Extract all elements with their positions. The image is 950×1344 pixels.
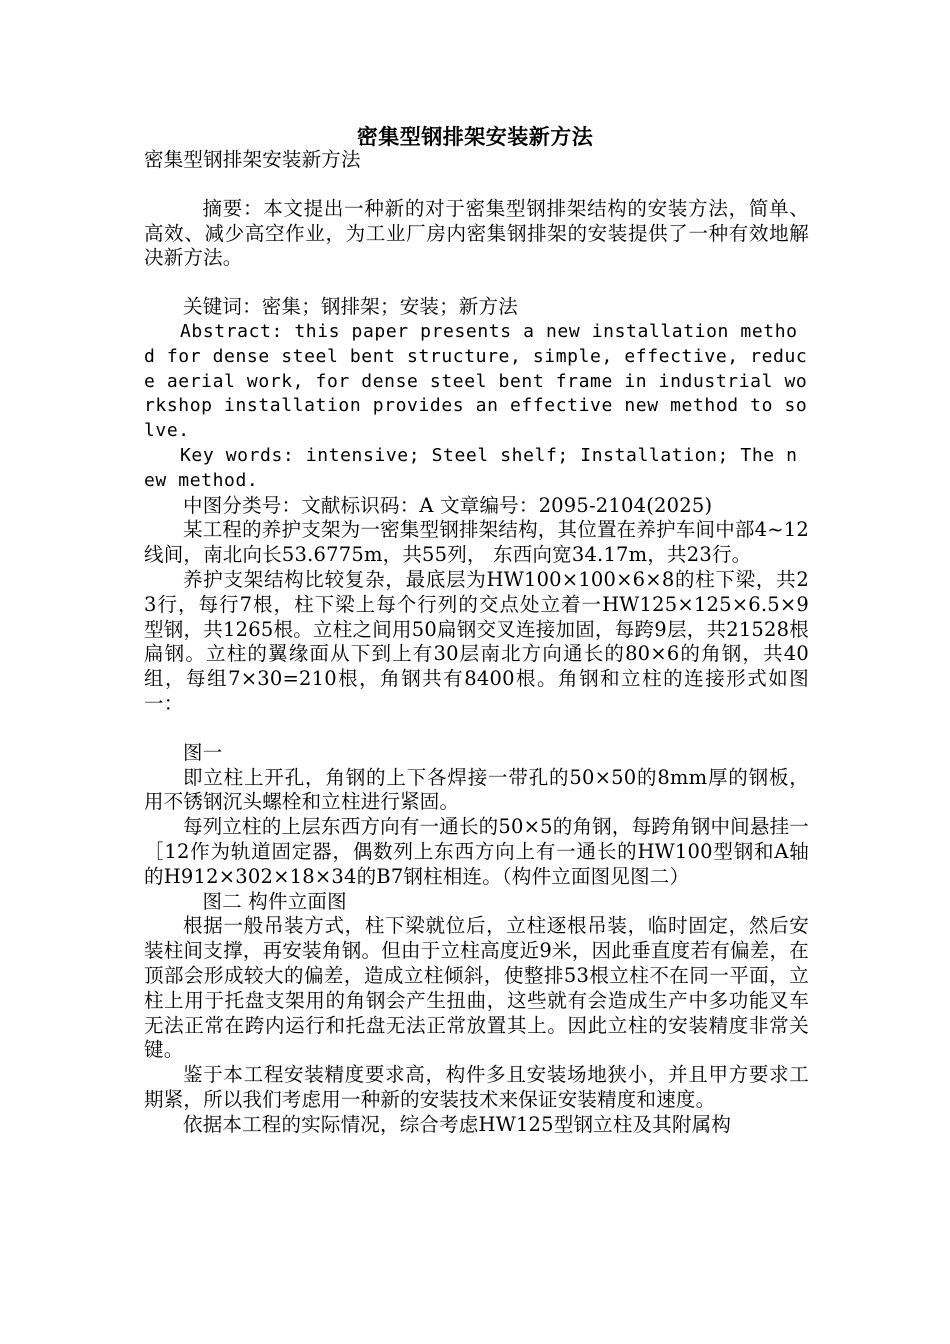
paragraph-structure-description: 养护支架结构比较复杂，最底层为HW100×100×6×8的柱下梁，共23行，每行7根，柱下梁上每个行列的交点处立着一HW125×125×6.5×9型钢，共1265根。立柱之间用50扁钢交叉连接加固，每跨9层，共21528根扁钢。立柱的翼缘面从下到上有30层南北方向通长的80×6的角钢，共40组，每组7×30=210根，角钢共有8400根。角钢和立柱的连接形式如图一： xyxy=(144,567,809,715)
abstract-en: Abstract: this paper presents a new installation method for dense steel bent structure, simple, effective, reduce aerial work, for dense steel bent frame in industrial workshop installation provides an effective new method to solve. xyxy=(144,320,808,442)
figure-1-caption: 图一 xyxy=(183,740,223,764)
paragraph-connection-detail: 即立柱上开孔，角钢的上下各焊接一带孔的50×50的8mm厚的钢板，用不锈钢沉头螺栓和立柱进行紧固。 xyxy=(144,765,809,814)
classification-line: 中图分类号：文献标识码：A 文章编号：2095-2104(2025) xyxy=(183,493,713,517)
paragraph-actual-situation: 依据本工程的实际情况，综合考虑HW125型钢立柱及其附属构 xyxy=(183,1112,732,1136)
paragraph-upper-angle-steel: 每列立柱的上层东西方向有一通长的50×5的角钢，每跨角钢中间悬挂一［12作为轨道固定器，偶数列上东西方向上有一通长的HW100型钢和A轴的H912×302×18×34的B7钢柱相连。（构件立面图见图二） xyxy=(144,815,809,888)
document-body xyxy=(144,148,809,1137)
abstract-cn: 摘要：本文提出一种新的对于密集型钢排架结构的安装方法，简单、高效、减少高空作业，为工业厂房内密集钢排架的安装提供了一种有效地解决新方法。 xyxy=(144,196,809,270)
figure-2-caption: 图二 构件立面图 xyxy=(202,889,347,913)
document-title: 密集型钢排架安装新方法 xyxy=(356,124,594,149)
document-subtitle: 密集型钢排架安装新方法 xyxy=(144,148,361,171)
keywords-cn: 关键词：密集；钢排架；安装；新方法 xyxy=(183,295,518,319)
paragraph-new-technique: 鉴于本工程安装精度要求高，构件多且安装场地狭小，并且甲方要求工期紧，所以我们考虑用一种新的安装技术来保证安装精度和速度。 xyxy=(144,1063,809,1111)
keywords-en: Key words: intensive; Steel shelf; Installation; The new method. xyxy=(144,444,798,491)
paragraph-general-hoisting: 根据一般吊装方式，柱下梁就位后，立柱逐根吊装，临时固定，然后安装柱间支撑，再安装角钢。但由于立柱高度近9米，因此垂直度若有偏差，在顶部会形成较大的偏差，造成立柱倾斜，使整排53根立柱不在同一平面，立柱上用于托盘支架用的角钢会产生扭曲，这些就有会造成生产中多功能叉车无法正常在跨内运行和托盘无法正常放置其上。因此立柱的安装精度非常关键。 xyxy=(144,914,809,1062)
paragraph-project-overview: 某工程的养护支架为一密集型钢排架结构，其位置在养护车间中部4~12线间，南北向长53.6775m，共55列， 东西向宽34.17m，共23行。 xyxy=(144,518,809,567)
